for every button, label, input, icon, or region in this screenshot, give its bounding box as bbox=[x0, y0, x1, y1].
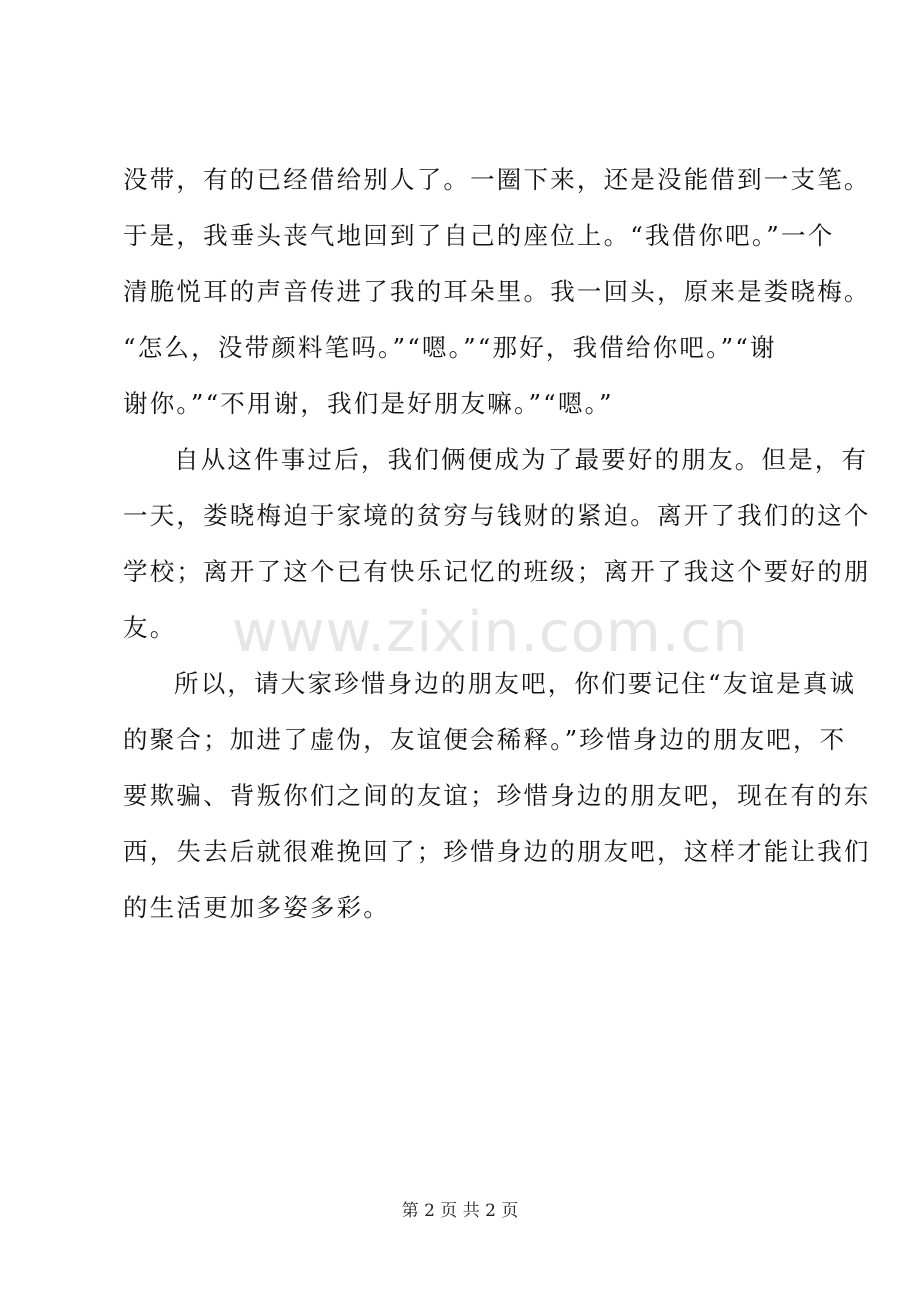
text-line: 自从这件事过后，我们俩便成为了最要好的朋友。但是，有 bbox=[174, 445, 869, 474]
watermark: www.zixin.com.cn bbox=[232, 600, 749, 665]
text-line: 一天，娄晓梅迫于家境的贫穷与钱财的紧迫。离开了我们的这个 bbox=[123, 501, 871, 530]
text-line: 友。 bbox=[123, 613, 177, 642]
text-line: 清脆悦耳的声音传进了我的耳朵里。我一回头，原来是娄晓梅。 bbox=[123, 277, 871, 306]
text-line: 学校；离开了这个已有快乐记忆的班级；离开了我这个要好的朋 bbox=[123, 557, 871, 586]
text-line: 西，失去后就很难挽回了；珍惜身边的朋友吧，这样才能让我们 bbox=[123, 837, 871, 866]
text-line: “怎么，没带颜料笔吗。”“嗯。”“那好，我借给你吧。”“谢 bbox=[123, 333, 777, 362]
text-line: 没带，有的已经借给别人了。一圈下来，还是没能借到一支笔。 bbox=[123, 165, 871, 194]
text-line: 的聚合；加进了虚伪，友谊便会稀释。”珍惜身边的朋友吧，不 bbox=[123, 725, 847, 754]
text-line: 要欺骗、背叛你们之间的友谊；珍惜身边的朋友吧，现在有的东 bbox=[123, 781, 871, 810]
text-line: 于是，我垂头丧气地回到了自己的座位上。“我借你吧。”一个 bbox=[123, 221, 835, 250]
text-line: 所以，请大家珍惜身边的朋友吧，你们要记住“友谊是真诚 bbox=[174, 669, 857, 698]
page-footer: 第 2 页 共 2 页 bbox=[401, 1201, 519, 1221]
text-line: 谢你。”“不用谢，我们是好朋友嘛。”“嗯。” bbox=[123, 389, 614, 418]
text-line: 的生活更加多姿多彩。 bbox=[123, 893, 390, 922]
